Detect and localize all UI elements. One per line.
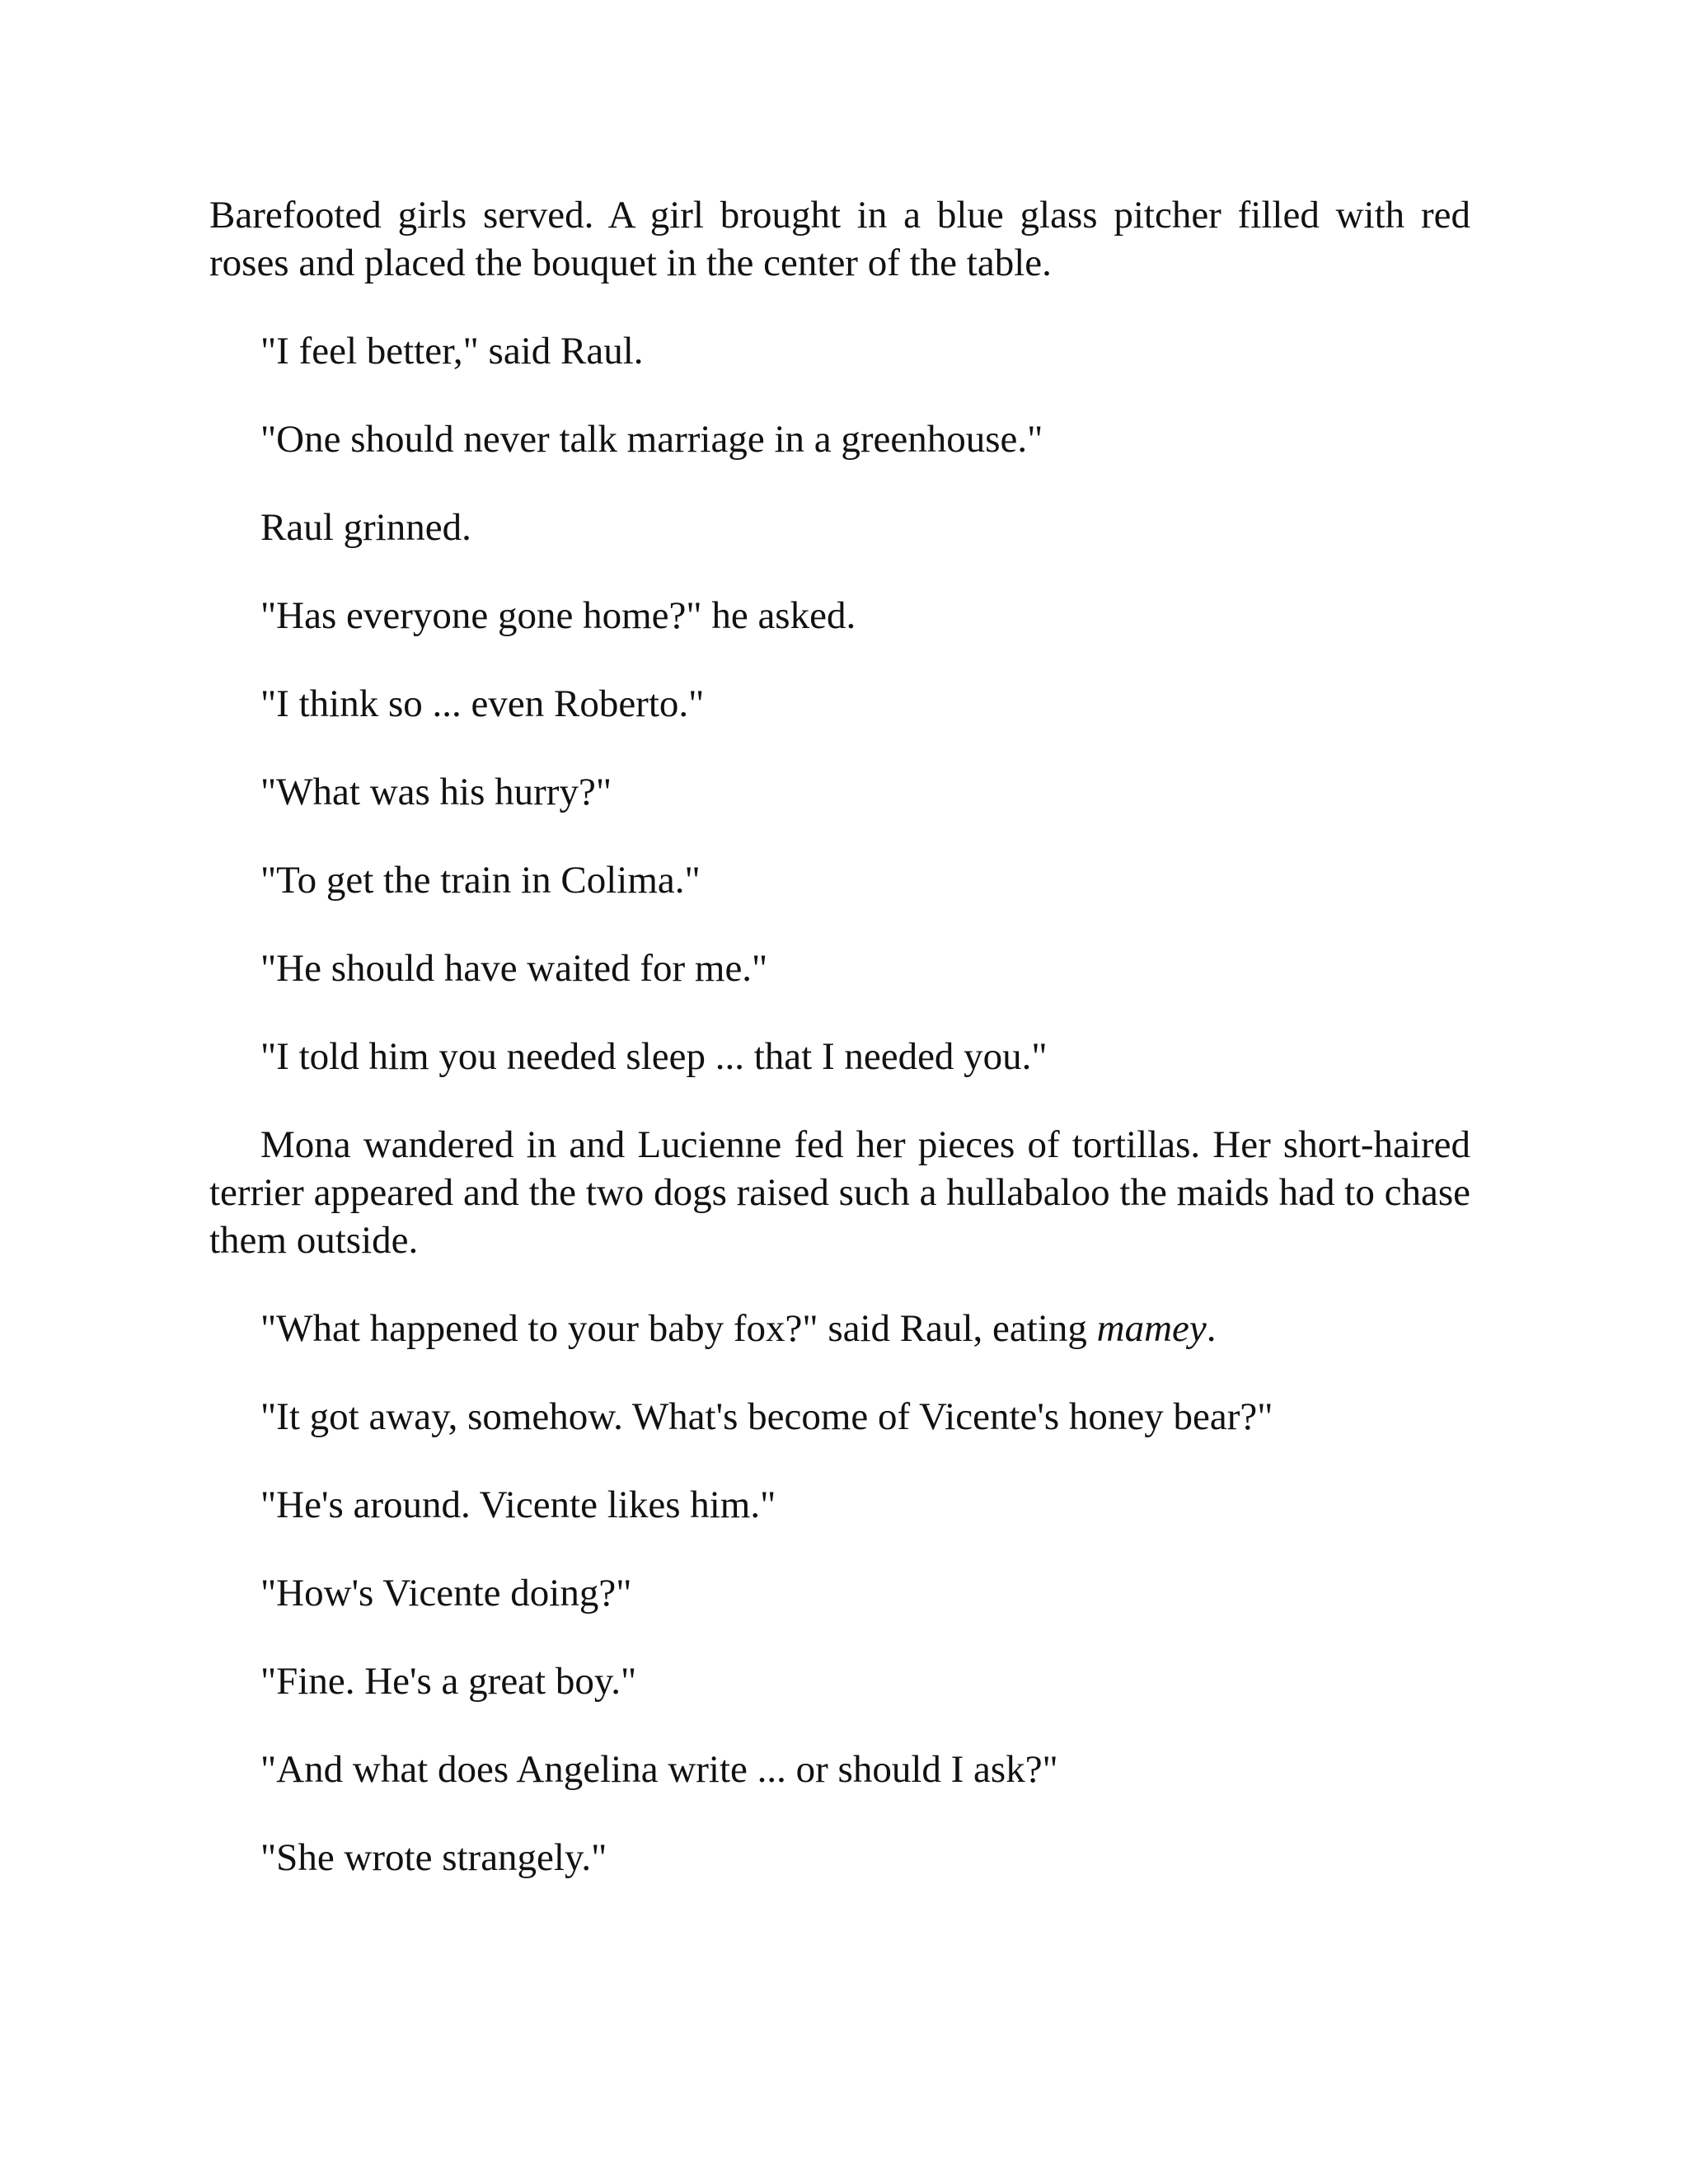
- paragraph-16: "Fine. He's a great boy.": [260, 1660, 637, 1703]
- paragraph-12-text-before: "What happened to your baby fox?" said Raul, eating: [260, 1307, 1097, 1350]
- paragraph-2: "I feel better," said Raul.: [260, 330, 644, 373]
- paragraph-14: "He's around. Vicente likes him.": [260, 1483, 776, 1526]
- paragraph-6: "I think so ... even Roberto.": [260, 682, 705, 725]
- paragraph-10: "I told him you needed sleep ... that I needed you.": [260, 1035, 1048, 1078]
- paragraph-1: Barefooted girls served. A girl brought in a blue glass pitcher filled with red roses and placed the bouquet in the center of the table.: [209, 194, 1470, 284]
- paragraph-15: "How's Vicente doing?": [260, 1572, 632, 1615]
- paragraph-11: Mona wandered in and Lucienne fed her pieces of tortillas. Her short-haired terrier appeared and the two dogs raised such a hullabaloo the maids had to chase them outside.: [209, 1123, 1470, 1262]
- paragraph-8: "To get the train in Colima.": [260, 859, 701, 902]
- paragraph-13: "It got away, somehow. What's become of Vicente's honey bear?": [260, 1395, 1273, 1438]
- paragraph-18: "She wrote strangely.": [260, 1836, 607, 1879]
- paragraph-4: Raul grinned.: [260, 506, 471, 549]
- paragraph-7: "What was his hurry?": [260, 771, 612, 813]
- paragraph-12: [209, 1305, 1470, 1352]
- paragraph-12-text-after: .: [1206, 1307, 1217, 1350]
- paragraph-17: "And what does Angelina write ... or should I ask?": [260, 1748, 1058, 1791]
- paragraph-12-italic-word: mamey: [1096, 1307, 1207, 1350]
- paragraph-3: "One should never talk marriage in a greenhouse.": [260, 418, 1043, 461]
- paragraph-9: "He should have waited for me.": [260, 947, 768, 990]
- paragraph-5: "Has everyone gone home?" he asked.: [260, 594, 856, 637]
- body-text: [209, 191, 1470, 1922]
